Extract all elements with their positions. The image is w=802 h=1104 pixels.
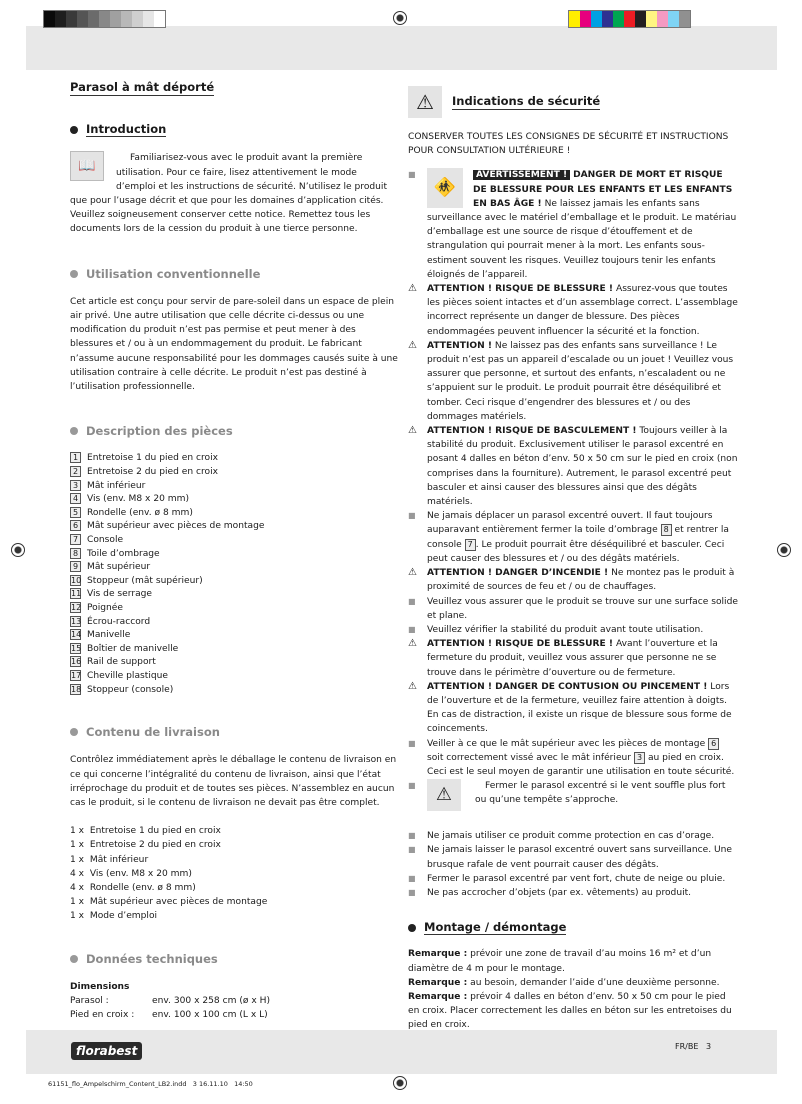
registration-mark-icon (11, 543, 25, 557)
part-item (70, 602, 398, 616)
tech-row (70, 994, 398, 1008)
bullet-icon: ■ (408, 624, 416, 634)
quantity: 4 x (70, 882, 85, 893)
color-swatch (602, 11, 613, 27)
delivery-item (70, 881, 398, 895)
bullet-icon: ■ (408, 170, 416, 180)
montage-notes (408, 947, 738, 1032)
warning-text: Ne laissez jamais les enfants sans surveillance avec le matériel d’emballage et le produit. Le matériau d’emballage est une source de risque d’étouffement et de strangulation qui pourrait mener à la mort. Les enfants sous-estiment souvent les risques. Veuillez toujours tenir les enfants éloignés de l’appareil. (427, 198, 737, 280)
delivery-label: Entretoise 1 du pied en croix (89, 826, 221, 837)
part-item (70, 629, 398, 643)
part-label: Mât supérieur (87, 562, 151, 573)
part-item (70, 534, 398, 548)
color-swatch (110, 11, 121, 27)
part-item (70, 507, 398, 521)
safety-item: ⚠ ATTENTION ! RISQUE DE BLESSURE ! Avant l’ouverture et la fermeture du produit, veuillez vous assurer que personne ne se trouve dans le périmètre d’ouverture ou de fermeture. (408, 637, 738, 680)
part-number: 8 (70, 548, 81, 559)
safety-item: ⚠ ATTENTION ! RISQUE DE BLESSURE ! Assurez-vous que toutes les pièces soient intactes et d’un assemblage correct. L’assemblage incorrect représente un danger de blessure. Des pièces endommagées peuvent influencer la sécurité et la fonction. (408, 282, 738, 339)
part-label: Écrou-raccord (87, 616, 151, 627)
part-label: Stoppeur (console) (87, 684, 174, 695)
move-warning: ■ Ne jamais déplacer un parasol excentré ouvert. Il faut toujours auparavant entièrement fermer la toile d’ombrage 8 et rentrer la console 7 . Le produit pourrait être déséquilibré et basculer. Ceci peut causer des blessures et / ou des dégâts matériels. (408, 511, 729, 564)
safety-item: ⚠ ATTENTION ! DANGER DE CONTUSION OU PINCEMENT ! Lors de l’ouverture et de la fermeture, veuillez faire attention à doigts. En cas de distraction, il existe un risque de blessure sous forme de coincements. (408, 680, 738, 737)
gray-color-bar (43, 10, 166, 28)
registration-mark-icon (777, 543, 791, 557)
read-manual-icon: 📖 (70, 151, 104, 181)
part-label: Console (87, 535, 124, 546)
delivery-label: Mât inférieur (89, 854, 149, 865)
child-warning (408, 168, 738, 282)
delivery-item (70, 909, 398, 923)
part-label: Entretoise 2 du pied en croix (87, 467, 219, 478)
part-item (70, 643, 398, 657)
part-item (70, 670, 398, 684)
safety-item: ■ Veuillez vous assurer que le produit se trouve sur une surface solide et plane. (408, 595, 738, 623)
parts-list (70, 452, 398, 697)
color-swatch (624, 11, 635, 27)
warning-icon: ⚠ (408, 425, 417, 437)
part-label: Mât inférieur (87, 480, 146, 491)
part-item (70, 466, 398, 480)
part-item (70, 616, 398, 630)
part-number: 6 (70, 520, 81, 531)
color-swatch (66, 11, 77, 27)
wind-warning: ■ ⚠ Fermer le parasol excentré si le vent souffle plus fort ou qu’une tempête s’approche. (408, 779, 738, 823)
delivery-label: Vis (env. M8 x 20 mm) (89, 868, 192, 879)
delivery-list (70, 824, 398, 923)
warning-icon: ⚠ (408, 567, 417, 579)
warning-title: DANGER DE MORT ET RISQUE DE BLESSURE POUR LES ENFANTS ET LES ENFANTS EN BAS ÂGE ! (473, 170, 733, 209)
part-item (70, 520, 398, 534)
warning-icon: ⚠ (408, 339, 417, 351)
part-label: Mât supérieur avec pièces de montage (87, 521, 265, 532)
part-label: Stoppeur (mât supérieur) (87, 575, 203, 586)
tech-value: env. 100 x 100 cm (L x L) (152, 1010, 268, 1021)
part-number: 1 (70, 452, 81, 463)
delivery-label: Rondelle (env. ø 8 mm) (89, 882, 196, 893)
tech-row (70, 1008, 398, 1022)
warning-icon: ⚠ (408, 283, 417, 295)
delivery-item (70, 867, 398, 881)
registration-mark-icon (393, 11, 407, 25)
child-packaging-hazard-icon: 🚸 (427, 168, 463, 208)
bullet-icon: ■ (408, 887, 416, 897)
part-label: Rail de support (87, 657, 156, 668)
parts-heading: Description des pièces (70, 424, 398, 438)
tech-key: Pied en croix : (70, 1010, 135, 1021)
tech-key: Parasol : (70, 995, 109, 1006)
safety-item: ■ Veuillez vérifier la stabilité du produit avant toute utilisation. (408, 623, 738, 637)
part-label: Cheville plastique (87, 670, 168, 681)
part-item (70, 561, 398, 575)
part-item (70, 548, 398, 562)
color-swatch (77, 11, 88, 27)
part-number: 9 (70, 561, 81, 572)
safety-item: ⚠ ATTENTION ! RISQUE DE BASCULEMENT ! Toujours veiller à la stabilité du produit. Exclusivement utiliser le parasol excentré en posant 4 dalles en béton d’env. 50 x 50 cm sur le pied en croix (non comprises dans la fourniture). Autrement, le parasol excentré peut basculer et ainsi causer des blessures ainsi que des dégâts matériels. (408, 424, 738, 509)
bullet-icon: ■ (408, 873, 416, 883)
color-swatch (679, 11, 690, 27)
quantity: 1 x (70, 826, 85, 837)
bullet-icon: ■ (408, 845, 416, 855)
safety-item: ⚠ ATTENTION ! DANGER D’INCENDIE ! Ne montez pas le produit à proximité de sources de feu et / ou de chauffages. (408, 566, 738, 594)
part-item (70, 480, 398, 494)
part-number: 5 (70, 507, 81, 518)
color-swatch (646, 11, 657, 27)
part-item (70, 656, 398, 670)
montage-heading: Montage / démontage (408, 920, 738, 935)
quantity: 4 x (70, 868, 85, 879)
delivery-label: Mât supérieur avec pièces de montage (89, 897, 268, 908)
color-swatch (121, 11, 132, 27)
delivery-item (70, 838, 398, 852)
part-label: Toile d’ombrage (87, 548, 160, 559)
tech-value: env. 300 x 258 cm (ø x H) (152, 995, 270, 1006)
color-swatch (132, 11, 143, 27)
part-item (70, 493, 398, 507)
part-label: Vis de serrage (87, 589, 153, 600)
part-number: 2 (70, 466, 81, 477)
tech-table (70, 994, 398, 1022)
usage-text: Cet article est conçu pour servir de pare-soleil dans un espace de plein air privé. Une autre utilisation que celle décrite ci-dessus ou une modification du produit n’est pas permise et peut mener à des blessures et / ou à un endommagement du produit. Le fabricant n’assume aucune responsabilité pour les dommages causés suite à une utilisation contraire à celle décrite. Le produit n’est pas destiné à l’utilisation professionnelle. (70, 296, 398, 393)
color-swatch (88, 11, 99, 27)
warning-icon: ⚠ (408, 680, 417, 692)
part-label: Entretoise 1 du pied en croix (87, 453, 219, 464)
part-number: 4 (70, 493, 81, 504)
safety-item: ■ Fermer le parasol excentré par vent fort, chute de neige ou pluie. (408, 872, 738, 886)
safety-item: ■ Ne jamais utiliser ce produit comme protection en cas d’orage. (408, 829, 738, 843)
montage-note: Remarque : prévoir une zone de travail d’au moins 16 m² et d’un diamètre de 4 m pour le montage. (408, 949, 712, 974)
intro-text: Familiarisez-vous avec le produit avant la première utilisation. Pour ce faire, lisez attentivement le mode d’emploi et les instructions de sécurité. N’utilisez le produit que pour l’usage décrit et que pour les domaines d’application cités. Veuillez soigneusement conserver cette notice. Remettez tous les documents lors de la cession du produit à une tierce personne. (70, 153, 388, 235)
usage-heading: Utilisation conventionnelle (70, 267, 398, 281)
part-number: 15 (71, 643, 82, 653)
safety-item: ⚠ ATTENTION ! Ne laissez pas des enfants sans surveillance ! Le produit n’est pas un appareil d’escalade ou un jouet ! Veuillez vous assurer que personne, et surtout des enfants, n’escaladent ou ne s’appuient sur le produit. Le produit pourrait être déséquilibré et tomber. Ceci risque d’engendrer des blessures et / ou des dommages matériels. (408, 339, 738, 424)
color-swatch (99, 11, 110, 27)
part-number: 14 (71, 630, 82, 640)
color-swatch (143, 11, 154, 27)
part-number: 16 (71, 657, 82, 667)
safety-heading: Indications de sécurité (452, 94, 601, 109)
part-number: 10 (71, 575, 82, 585)
part-item (70, 575, 398, 589)
part-number: 13 (71, 616, 82, 626)
mast-warning: ■ Veiller à ce que le mât supérieur avec les pièces de montage 6 soit correctement vissé avec le mât inférieur 3 au pied en croix. Ceci est le seul moyen de garantir une utilisation en toute sécurité. (408, 738, 735, 777)
color-swatch (569, 11, 580, 27)
delivery-label: Entretoise 2 du pied en croix (89, 840, 221, 851)
keep-instructions: CONSERVER TOUTES LES CONSIGNES DE SÉCURITÉ ET INSTRUCTIONS POUR CONSULTATION ULTÉRIEURE ! (408, 132, 729, 157)
part-item (70, 684, 398, 698)
part-label: Vis (env. M8 x 20 mm) (87, 494, 190, 505)
part-item (70, 452, 398, 466)
page-title: Parasol à mât déporté (70, 80, 214, 96)
warning-badge: AVERTISSEMENT ! (473, 170, 570, 180)
bullet-icon: ■ (408, 831, 416, 841)
registration-mark-icon (393, 1076, 407, 1090)
wind-hazard-icon: ⚠ (427, 779, 461, 811)
part-item (70, 588, 398, 602)
delivery-item (70, 853, 398, 867)
part-number: 3 (70, 480, 81, 491)
montage-note: Remarque : au besoin, demander l’aide d’une deuxième personne. (408, 977, 720, 988)
color-swatch (613, 11, 624, 27)
part-number: 11 (71, 589, 82, 599)
part-number: 18 (71, 684, 82, 694)
delivery-label: Mode d’emploi (89, 911, 158, 922)
file-slug: 61151_flo_Ampelschirm_Content_LB2.indd 3 16.11.10 14:50 (48, 1080, 253, 1088)
color-swatch (657, 11, 668, 27)
part-label: Manivelle (87, 630, 131, 641)
safety-item: ■ Ne pas accrocher d’objets (par ex. vêtements) au produit. (408, 886, 738, 900)
page-number: FR/BE 3 (675, 1042, 712, 1051)
color-swatch (580, 11, 591, 27)
delivery-item (70, 895, 398, 909)
warning-triangle-icon: ⚠ (408, 86, 442, 118)
florabest-logo: florabest (71, 1042, 142, 1060)
quantity: 1 x (70, 854, 85, 865)
delivery-heading: Contenu de livraison (70, 725, 398, 739)
montage-note: Remarque : prévoir 4 dalles en béton d’env. 50 x 50 cm pour le pied en croix. Placer correctement les dalles en béton sur les entretoises du pied en croix. (408, 991, 732, 1031)
delivery-text: Contrôlez immédiatement après le déballage le contenu de livraison en ce qui concerne l’intégralité du contenu de livraison, ainsi que l’état irréprochage du produit et de toutes ses pièces. N’assemblez en aucun cas le produit, si le contenu de livraison ne devait pas être complet. (70, 755, 397, 808)
color-swatch (44, 11, 55, 27)
part-label: Rondelle (env. ø 8 mm) (87, 507, 193, 518)
color-swatch (635, 11, 646, 27)
part-label: Poignée (87, 602, 123, 613)
part-number: 17 (71, 670, 82, 680)
intro-heading: Introduction (70, 122, 398, 137)
safety-item: ■ Ne jamais laisser le parasol excentré ouvert sans surveillance. Une brusque rafale de vent pourrait causer des dégâts. (408, 843, 738, 871)
part-label: Boîtier de manivelle (87, 643, 179, 654)
color-swatch (591, 11, 602, 27)
warning-icon: ⚠ (408, 638, 417, 650)
color-swatch (55, 11, 66, 27)
part-number: 12 (71, 602, 82, 612)
tech-heading: Données techniques (70, 952, 398, 966)
part-number: 7 (70, 534, 81, 545)
delivery-item (70, 824, 398, 838)
quantity: 1 x (70, 911, 85, 922)
bullet-icon: ■ (408, 596, 416, 606)
cmyk-color-bar (568, 10, 691, 28)
color-swatch (668, 11, 679, 27)
dimensions-label: Dimensions (70, 981, 130, 992)
color-swatch (154, 11, 165, 27)
quantity: 1 x (70, 840, 85, 851)
header-band (26, 26, 777, 70)
quantity: 1 x (70, 897, 85, 908)
